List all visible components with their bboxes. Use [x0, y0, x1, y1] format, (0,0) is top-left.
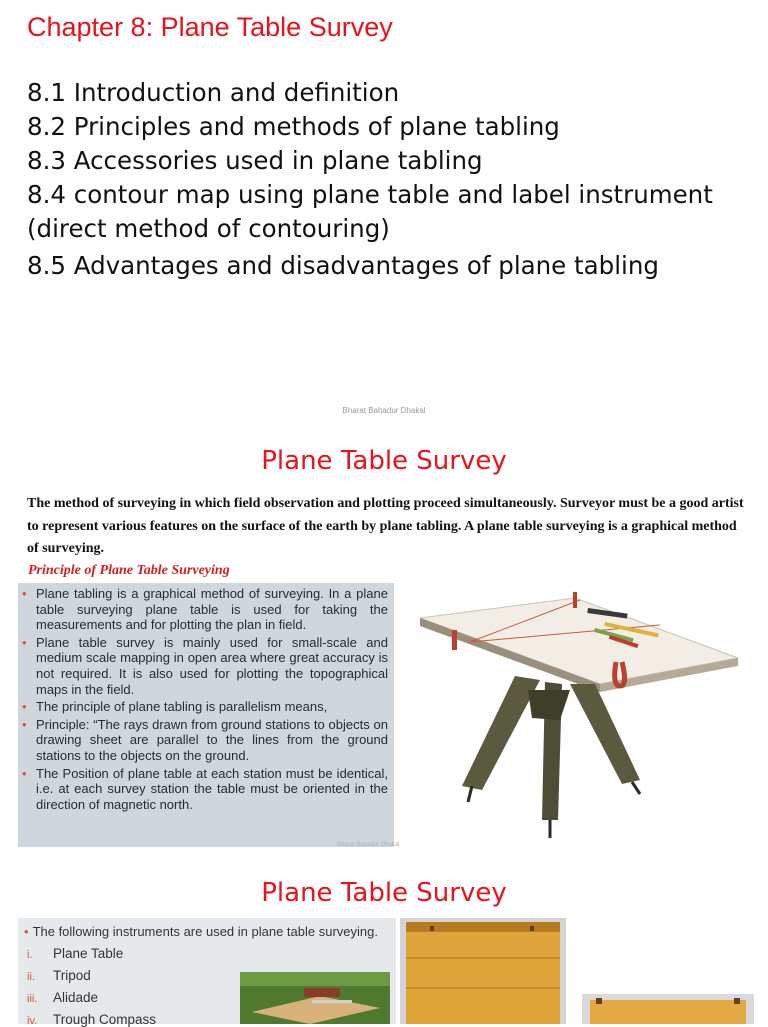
slide2-footer: Bharat Bahadur Dhakal	[337, 842, 400, 848]
principle-bullet: • Principle: “The rays drawn from ground stations to objects on drawing sheet are parallel to the lines from the ground stations to the objects on the ground.	[22, 716, 388, 763]
principle-bullet: • The Position of plane table at each station must be identical, i.e. at each survey station the table must be oriented in the direction of magnetic north.	[22, 765, 388, 812]
wooden-board-image	[400, 918, 566, 1024]
bullet-dot-icon: •	[22, 765, 27, 781]
bullet-dot-icon: •	[22, 634, 27, 650]
chapter-title: Chapter 8: Plane Table Survey	[27, 12, 393, 42]
principle-bullet: • Plane tabling is a graphical method of surveying. In a plane table surveying plane table is used for taking the measurements and for plotting the plan in field.	[22, 586, 388, 633]
toc-item-8-3: 8.3 Accessories used in plane tabling	[27, 146, 483, 175]
toc-item-8-4: 8.4 contour map using plane table and label instrument	[27, 180, 713, 209]
plane-table-field-image	[240, 972, 390, 1024]
bullet-dot-icon: •	[22, 699, 27, 715]
slide2-title: Plane Table Survey	[261, 446, 507, 476]
toc-item-8-1: 8.1 Introduction and definition	[27, 78, 400, 107]
toc-item-8-2: 8.2 Principles and methods of plane tabling	[27, 112, 560, 141]
board-bottom-image	[582, 994, 754, 1024]
instrument-item: iv. Trough Compass	[27, 1012, 157, 1027]
principle-bullet: • Plane table survey is mainly used for small-scale and medium scale mapping in open area where great accuracy is not required. It is also used for plotting the topographical maps in the field.	[22, 634, 388, 697]
toc-item-8-4-cont: (direct method of contouring)	[27, 214, 390, 243]
principle-heading: Principle of Plane Table Surveying	[28, 563, 230, 578]
plane-table-tripod-image	[410, 580, 755, 850]
principle-bullet-box	[18, 583, 394, 847]
instrument-item: iii. Alidade	[27, 990, 99, 1005]
principle-bullet: • The principle of plane tabling is parallelism means,	[22, 699, 328, 715]
bullet-dot-icon: •	[24, 924, 29, 939]
bullet-dot-icon: •	[22, 586, 27, 601]
instrument-item: ii. Tripod	[27, 968, 91, 983]
instruments-lead: • The following instruments are used in plane table surveying.	[24, 924, 378, 939]
slide1-footer: Bharat Bahadur Dhakal	[342, 406, 426, 415]
slide2-intro-paragraph: The method of surveying in which field observation and plotting proceed simultaneously. Surveyor must be a good artist to represent various features on the surface of the earth by plane tabling. A plane table surveying is a graphical method of surveying.	[27, 496, 744, 556]
slide3-title: Plane Table Survey	[261, 878, 507, 908]
toc-item-8-5: 8.5 Advantages and disadvantages of plane tabling	[27, 251, 659, 280]
bullet-dot-icon: •	[22, 716, 27, 732]
instrument-item: i. Plane Table	[27, 946, 124, 961]
